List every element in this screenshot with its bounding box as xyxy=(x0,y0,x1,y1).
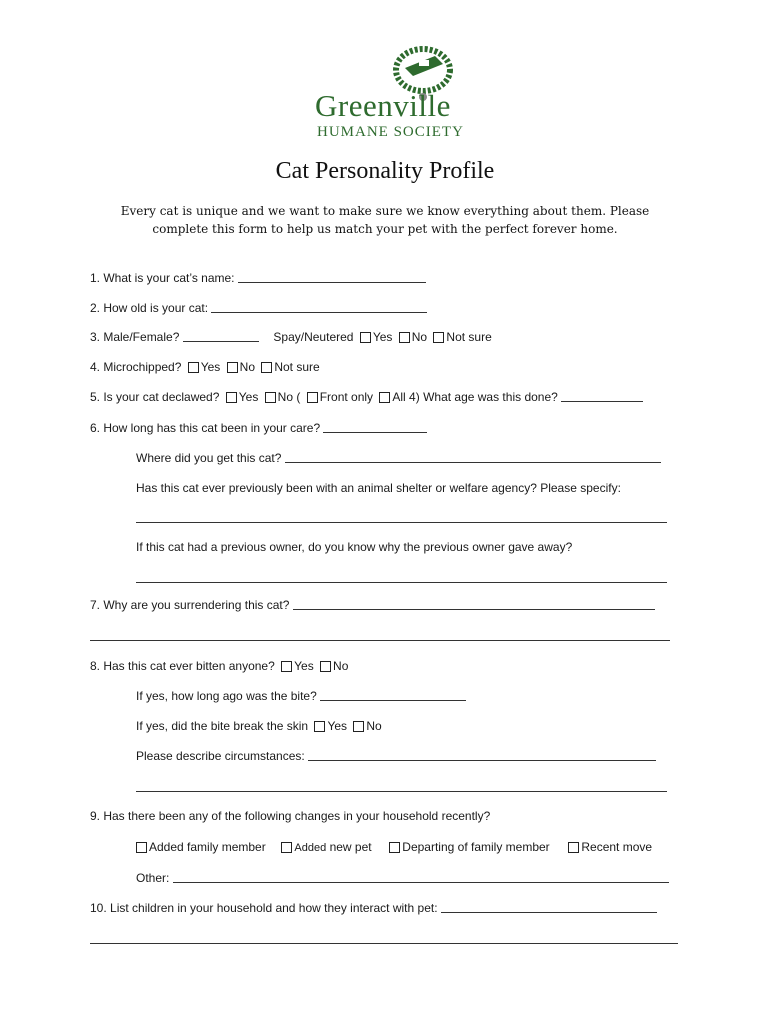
children-field-2[interactable] xyxy=(90,943,678,944)
question-7-label: 7. Why are you surrendering this cat? xyxy=(90,598,290,612)
skin-no-checkbox[interactable] xyxy=(353,721,364,732)
microchip-yes-label: Yes xyxy=(200,360,221,374)
question-6-label: 6. How long has this cat been in your care? xyxy=(90,421,321,435)
declawed-all-label: All 4) What age was this done? xyxy=(392,390,558,404)
where-label: Where did you get this cat? xyxy=(136,451,282,465)
recent-move-label: Recent move xyxy=(581,840,653,854)
logo xyxy=(300,40,480,145)
recent-move-checkbox[interactable] xyxy=(568,842,579,853)
question-6-previous xyxy=(136,540,572,554)
added-pet-label-b: new pet xyxy=(329,840,372,854)
declawed-yes-label: Yes xyxy=(238,390,259,404)
added-family-checkbox[interactable] xyxy=(136,842,147,853)
question-2-label: 2. How old is your cat: xyxy=(90,301,209,315)
bitten-yes-label: Yes xyxy=(294,659,314,673)
declawed-all-checkbox[interactable] xyxy=(379,392,390,403)
other-field[interactable] xyxy=(173,871,669,883)
question-7 xyxy=(90,598,655,612)
declaw-age-field[interactable] xyxy=(561,390,643,402)
added-pet-checkbox[interactable] xyxy=(281,842,292,853)
question-9-options xyxy=(133,840,652,855)
circumstances-field[interactable] xyxy=(308,749,656,761)
question-1-label: 1. What is your cat’s name: xyxy=(90,271,235,285)
question-10 xyxy=(90,901,657,915)
question-1 xyxy=(90,271,426,285)
how-long-label: If yes, how long ago was the bite? xyxy=(136,689,317,703)
spay-no-checkbox[interactable] xyxy=(399,332,410,343)
question-9-label: 9. Has there been any of the following changes in your household recently? xyxy=(90,809,491,823)
declawed-no-label: No ( xyxy=(277,390,301,404)
microchip-yes-checkbox[interactable] xyxy=(188,362,199,373)
spay-notsure-label: Not sure xyxy=(446,330,492,344)
question-3 xyxy=(90,330,492,344)
logo-subtitle: HUMANE SOCIETY xyxy=(317,124,464,140)
question-5 xyxy=(90,390,643,404)
question-6-shelter xyxy=(136,481,621,495)
question-4 xyxy=(90,360,320,374)
bitten-no-label: No xyxy=(333,659,349,673)
question-8-skin xyxy=(136,719,382,733)
declawed-yes-checkbox[interactable] xyxy=(226,392,237,403)
logo-name: Greenville xyxy=(315,88,451,123)
surrender-reason-field-2[interactable] xyxy=(90,640,670,641)
intro-text xyxy=(60,202,710,238)
break-skin-label: If yes, did the bite break the skin xyxy=(136,719,309,733)
children-field[interactable] xyxy=(441,901,657,913)
declawed-front-label: Front only xyxy=(319,390,374,404)
question-2 xyxy=(90,301,427,315)
skin-no-label: No xyxy=(366,719,382,733)
question-10-label: 10. List children in your household and how they interact with pet: xyxy=(90,901,438,915)
declawed-front-checkbox[interactable] xyxy=(307,392,318,403)
intro-line-2: complete this form to help us match your pet with the perfect forever home. xyxy=(152,222,618,236)
microchip-no-label: No xyxy=(239,360,255,374)
microchip-notsure-label: Not sure xyxy=(274,360,320,374)
spay-no-label: No xyxy=(411,330,428,344)
question-9-other xyxy=(136,871,669,885)
bite-time-field[interactable] xyxy=(320,689,466,701)
question-8-label: 8. Has this cat ever bitten anyone? xyxy=(90,659,275,673)
bitten-yes-checkbox[interactable] xyxy=(281,661,292,672)
spay-notsure-checkbox[interactable] xyxy=(433,332,444,343)
sex-field[interactable] xyxy=(183,330,259,342)
other-label: Other: xyxy=(136,871,170,885)
question-8 xyxy=(90,659,348,673)
skin-yes-label: Yes xyxy=(327,719,348,733)
shelter-label: Has this cat ever previously been with an animal shelter or welfare agency? Please specify: xyxy=(136,481,621,495)
bitten-no-checkbox[interactable] xyxy=(320,661,331,672)
shelter-field[interactable] xyxy=(136,522,667,523)
question-8-describe xyxy=(136,749,656,763)
question-6 xyxy=(90,421,427,435)
care-duration-field[interactable] xyxy=(323,421,427,433)
page-title: Cat Personality Profile xyxy=(275,158,495,184)
describe-label: Please describe circumstances: xyxy=(136,749,305,763)
spay-yes-label: Yes xyxy=(372,330,393,344)
added-pet-label-a: Added xyxy=(294,842,327,854)
cat-age-field[interactable] xyxy=(211,301,427,313)
circumstances-field-2[interactable] xyxy=(136,791,667,792)
added-family-label: Added family member xyxy=(149,840,266,854)
spay-yes-checkbox[interactable] xyxy=(360,332,371,343)
surrender-reason-field[interactable] xyxy=(293,598,655,610)
cat-name-field[interactable] xyxy=(238,271,426,283)
microchip-no-checkbox[interactable] xyxy=(227,362,238,373)
previous-owner-field[interactable] xyxy=(136,582,667,583)
question-3-label: 3. Male/Female? xyxy=(90,330,180,344)
question-9 xyxy=(90,809,490,823)
skin-yes-checkbox[interactable] xyxy=(314,721,325,732)
question-8-how-long xyxy=(136,689,466,703)
departing-label: Departing of family member xyxy=(402,840,550,854)
question-4-label: 4. Microchipped? xyxy=(90,360,182,374)
question-5-label: 5. Is your cat declawed? xyxy=(90,390,220,404)
question-6-where xyxy=(136,451,661,465)
departing-checkbox[interactable] xyxy=(389,842,400,853)
spay-neutered-label: Spay/Neutered xyxy=(273,330,354,344)
intro-line-1: Every cat is unique and we want to make sure we know everything about them. Please xyxy=(120,204,650,218)
previous-owner-label: If this cat had a previous owner, do you know why the previous owner gave away? xyxy=(136,540,573,554)
where-field[interactable] xyxy=(285,451,661,463)
microchip-notsure-checkbox[interactable] xyxy=(261,362,272,373)
declawed-no-checkbox[interactable] xyxy=(265,392,276,403)
